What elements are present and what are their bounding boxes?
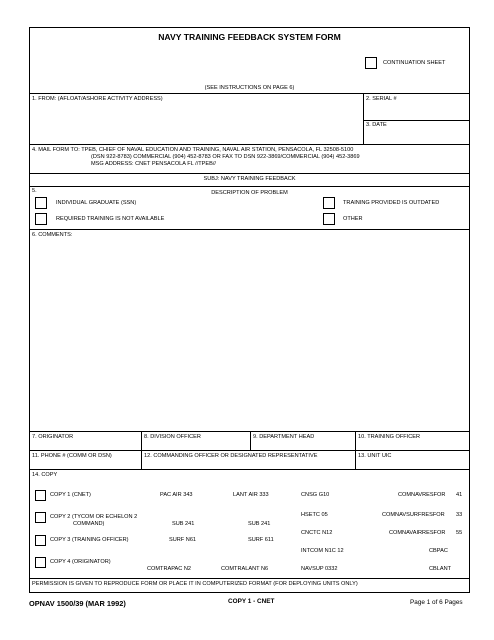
dist-intcom: INTCOM N1C 12: [301, 548, 344, 554]
dist-surf-n61: SURF N61: [169, 537, 197, 543]
dist-sub-241-b: SUB 241: [248, 521, 271, 527]
serial-label: 2. SERIAL #: [366, 96, 397, 102]
mail-to-line-3: MSG ADDRESS: CNET PENSACOLA FL //TPEB//: [91, 161, 216, 167]
dist-cbpac: CBPAC: [429, 548, 448, 554]
dist-comnavsurfresfor: COMNAVSURFRESFOR: [382, 512, 445, 518]
department-head-label: 9. DEPARTMENT HEAD: [253, 434, 315, 440]
continuation-sheet-label: CONTINUATION SHEET: [383, 60, 446, 66]
divider: [250, 431, 251, 450]
copy-4-checkbox[interactable]: [35, 557, 46, 568]
dist-cnsg: CNSG G10: [301, 492, 330, 498]
training-outdated-label: TRAINING PROVIDED IS OUTDATED: [343, 200, 440, 206]
dist-comnavresfor-num: 41: [456, 492, 463, 498]
section-5-number: 5.: [32, 188, 37, 194]
serial-field[interactable]: [364, 104, 469, 119]
dist-comnavairresfor-num: 55: [456, 530, 463, 536]
subject-line: SUBJ: NAVY TRAINING FEEDBACK: [203, 176, 296, 182]
dist-sub-241-a: SUB 241: [172, 521, 195, 527]
dist-comnavsurfresfor-num: 33: [456, 512, 463, 518]
date-label: 3. DATE: [366, 122, 387, 128]
copy-3-checkbox[interactable]: [35, 535, 46, 546]
individual-graduate-checkbox[interactable]: [35, 197, 47, 209]
dist-comtralant: COMTRALANT N6: [221, 566, 269, 572]
instructions-note: (SEE INSTRUCTIONS ON PAGE 6): [204, 85, 295, 91]
date-field[interactable]: [364, 130, 469, 143]
copy-2-checkbox[interactable]: [35, 512, 46, 523]
divider: [363, 120, 470, 121]
copy-3-label: COPY 3 (TRAINING OFFICER): [50, 537, 129, 543]
divider: [29, 578, 470, 579]
originator-label: 7. ORIGINATOR: [32, 434, 74, 440]
training-outdated-checkbox[interactable]: [323, 197, 335, 209]
copy-4-label: COPY 4 (ORIGINATOR): [50, 559, 111, 565]
phone-label: 11. PHONE # (COMM OR DSN): [32, 453, 112, 459]
dist-cnctc: CNCTC N12: [301, 530, 333, 536]
dist-pac-air: PAC AIR 343: [160, 492, 193, 498]
dist-surf-611: SURF 611: [248, 537, 274, 543]
other-checkbox[interactable]: [323, 213, 335, 225]
dist-cblant: CBLANT: [429, 566, 452, 572]
copy-1-checkbox[interactable]: [35, 490, 46, 501]
form-number: OPNAV 1500/39 (MAR 1992): [29, 599, 126, 608]
from-label: 1. FROM: (AFLOAT/ASHORE ACTIVITY ADDRESS): [32, 96, 163, 102]
divider: [29, 173, 470, 174]
unit-uic-label: 13. UNIT UIC: [358, 453, 392, 459]
division-officer-label: 8. DIVISION OFFICER: [144, 434, 201, 440]
dist-navsup: NAVSUP 0332: [301, 566, 338, 572]
other-label: OTHER: [343, 216, 363, 222]
dist-comtrapac: COMTRAPAC N2: [147, 566, 192, 572]
training-officer-label: 10. TRAINING OFFICER: [358, 434, 421, 440]
continuation-sheet-checkbox[interactable]: [365, 57, 377, 69]
divider: [29, 144, 470, 145]
comments-label: 6. COMMENTS:: [32, 232, 73, 238]
copy-2-label-line-1: COPY 2 (TYCOM OR ECHELON 2: [50, 514, 138, 520]
dist-comnavairresfor: COMNAVAIRRESFOR: [389, 530, 446, 536]
mail-to-line-1: 4. MAIL FORM TO: TPEB, CHIEF OF NAVAL EDUCATION AND TRAINING, NAVAL AIR STATION, PENSACOLA, FL 32508-5100: [32, 147, 354, 153]
form-title: NAVY TRAINING FEEDBACK SYSTEM FORM: [158, 32, 341, 42]
mail-to-line-2: (DSN 922-8783) COMMERCIAL (904) 452-8783 OR FAX TO DSN 922-3869/COMMERCIAL (904) 452-3869: [91, 154, 360, 160]
copy-1-label: COPY 1 (CNET): [50, 492, 91, 498]
copy-2-label-line-2: COMMAND): [73, 521, 105, 527]
page-number: Page 1 of 6 Pages: [410, 599, 463, 606]
dist-lant-air: LANT AIR 333: [233, 492, 269, 498]
copy-label: 14. COPY: [32, 472, 58, 478]
dist-hsetc: HSETC 05: [301, 512, 328, 518]
dist-comnavresfor: COMNAVRESFOR: [398, 492, 446, 498]
divider: [29, 229, 470, 230]
divider: [29, 469, 470, 470]
commanding-officer-label: 12. COMMANDING OFFICER OR DESIGNATED REPRESENTATIVE: [144, 453, 318, 459]
from-address-field[interactable]: [30, 104, 363, 143]
comments-field[interactable]: [30, 240, 469, 430]
required-training-label: REQUIRED TRAINING IS NOT AVAILABLE: [56, 216, 165, 222]
divider: [29, 450, 470, 451]
divider: [29, 186, 470, 187]
problem-header: DESCRIPTION OF PROBLEM: [211, 190, 288, 196]
required-training-checkbox[interactable]: [35, 213, 47, 225]
divider: [29, 93, 470, 94]
permission-note: PERMISSION IS GIVEN TO REPRODUCE FORM OR PLACE IT IN COMPUTERIZED FORMAT (FOR DEPLOYING UNITS ONLY): [32, 581, 358, 587]
individual-graduate-label: INDIVIDUAL GRADUATE (SSN): [56, 200, 137, 206]
copy-marker: COPY 1 - CNET: [228, 598, 275, 605]
